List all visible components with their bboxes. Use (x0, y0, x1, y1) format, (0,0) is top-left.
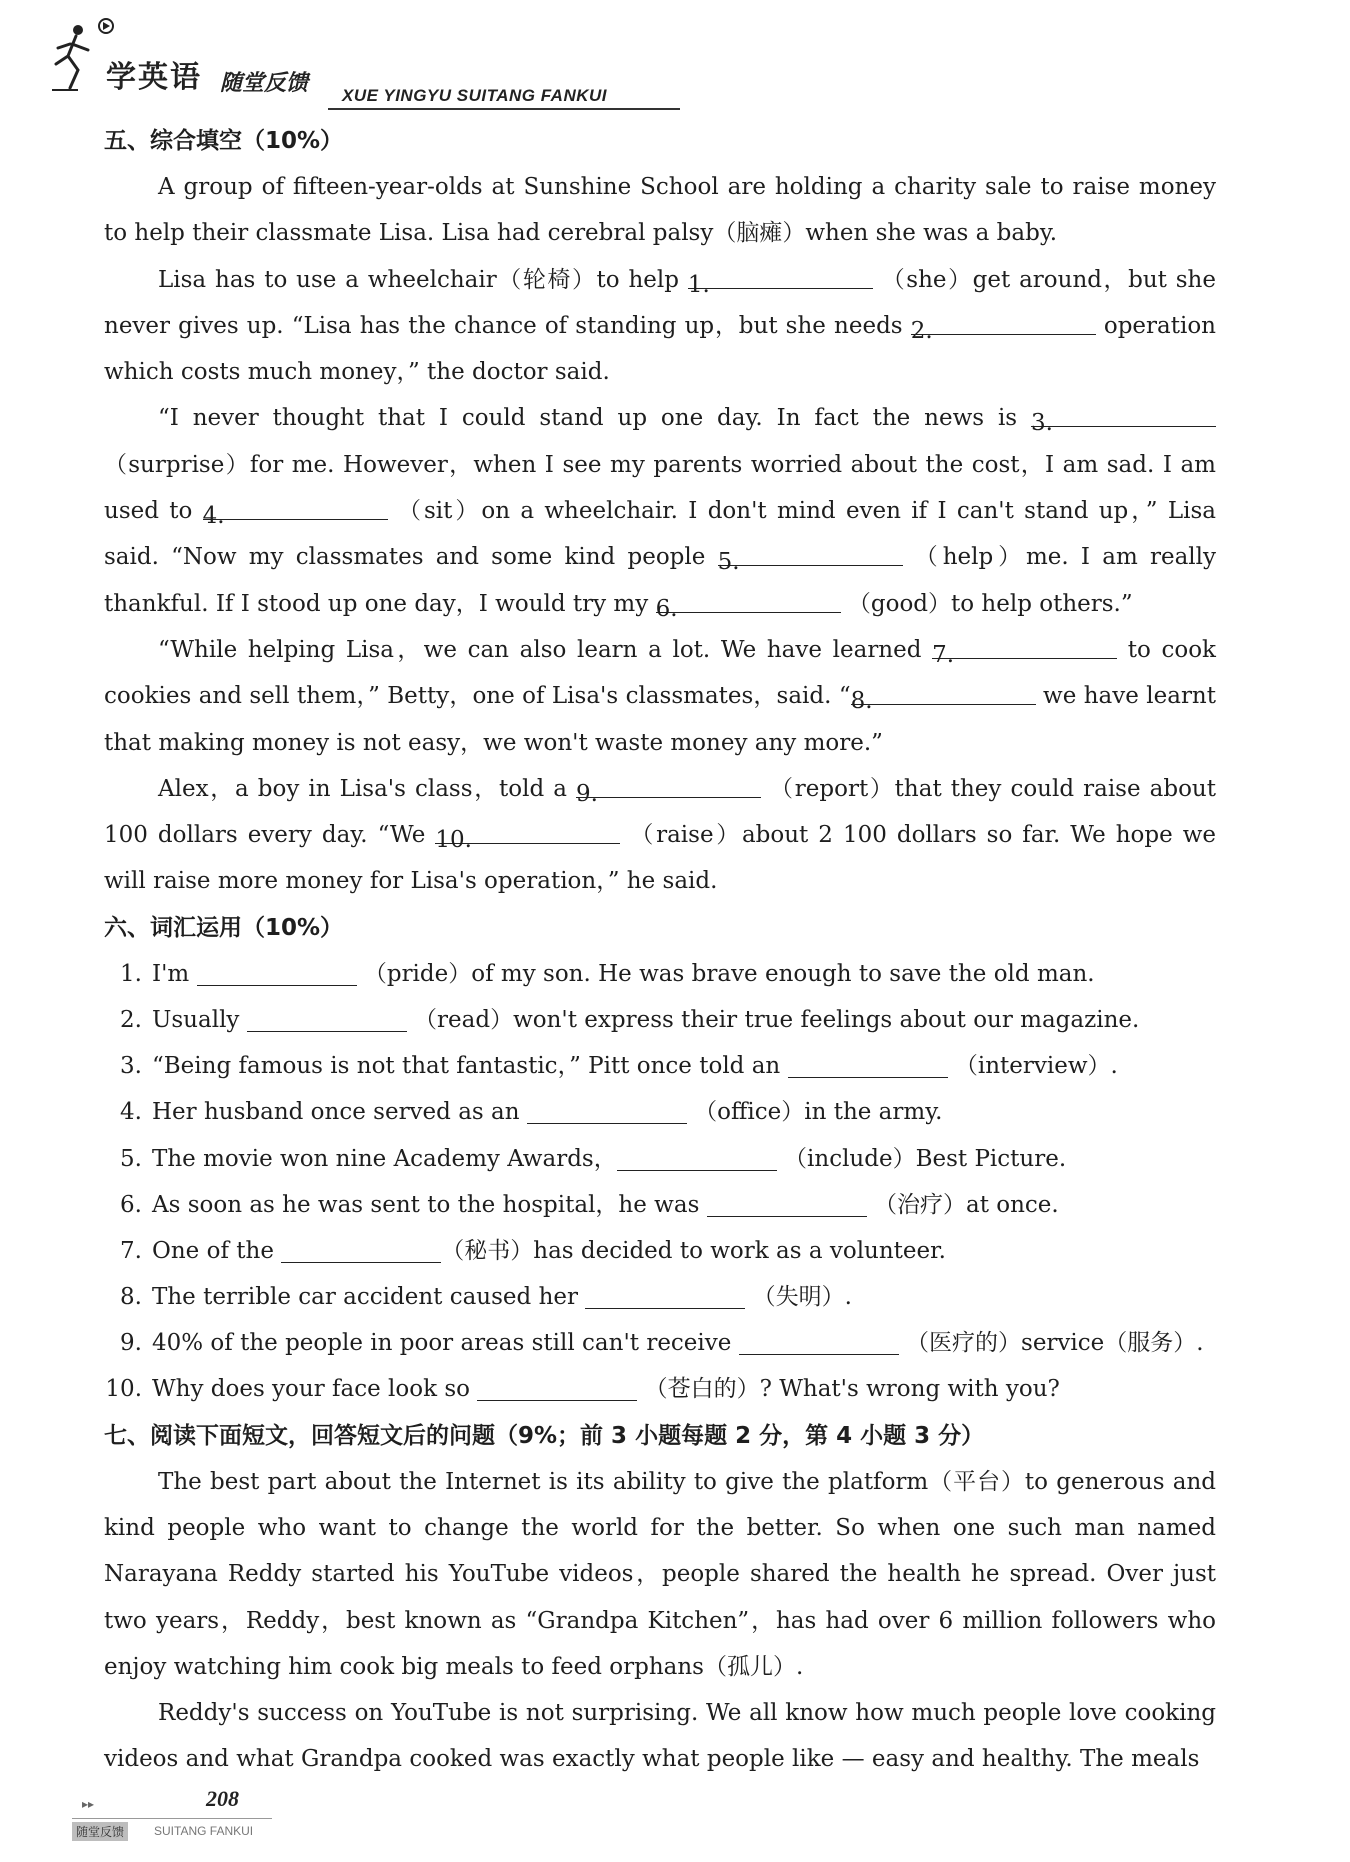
vocab-item-10: 10. Why does your face look so （苍白的）? What's wrong with you? (105, 1376, 1060, 1403)
vocab-item-5: 5. The movie won nine Academy Awards， （include）Best Picture. (120, 1145, 1067, 1172)
s5-paragraph-2: Lisa has to use a wheelchair（轮椅）to help 1. （she）get around，but she never gives up. “Lisa has the chance of standing up，but she needs 2. operation which costs much money，” the doctor said. (104, 257, 1216, 396)
answer-blank-1[interactable]: 1. (688, 262, 873, 289)
answer-blank-9[interactable]: 9. (576, 771, 761, 798)
answer-blank-2[interactable]: 2. (911, 308, 1096, 335)
footer-label: SUITANG FANKUI (154, 1824, 254, 1838)
vocab-blank-2[interactable] (247, 1005, 407, 1032)
vocab-item-2: 2. Usually （read）won't express their true feelings about our magazine. (120, 1006, 1140, 1033)
vocab-blank-4[interactable] (527, 1097, 687, 1124)
brand-chinese-title: 学英语 (106, 60, 202, 95)
vocab-item-3: 3. “Being famous is not that fantastic，” Pitt once told an （interview）. (120, 1053, 1118, 1080)
answer-blank-10[interactable]: 10. (435, 817, 620, 844)
vocab-blank-8[interactable] (585, 1282, 745, 1309)
page-header (48, 14, 648, 114)
vocab-blank-5[interactable] (617, 1144, 777, 1171)
vocab-blank-9[interactable] (739, 1328, 899, 1355)
vocab-item-7: 7. One of the （秘书）has decided to work as a volunteer. (120, 1237, 946, 1264)
vocabulary-list (104, 951, 1216, 1413)
vocab-item-1: 1. I'm （pride）of my son. He was brave enough to save the old man. (120, 960, 1095, 987)
vocab-item-8: 8. The terrible car accident caused her （失明）. (120, 1284, 852, 1311)
s5-paragraph-1: A group of fifteen-year-olds at Sunshine School are holding a charity sale to raise money to help their classmate Lisa. Lisa had cerebral palsy（脑瘫）when she was a baby. (104, 174, 1216, 247)
vocab-blank-10[interactable] (477, 1374, 637, 1401)
answer-blank-5[interactable]: 5. (718, 539, 903, 566)
section-5-title: 五、综合填空（10%） (104, 128, 344, 154)
vocab-item-6: 6. As soon as he was sent to the hospital，he was （治疗）at once. (120, 1191, 1059, 1218)
section-6-title: 六、词汇运用（10%） (104, 914, 344, 941)
page-arrow-icon: ▸▸ (82, 1797, 95, 1811)
answer-blank-3[interactable]: 3. (1031, 400, 1216, 427)
answer-blank-4[interactable]: 4. (203, 493, 388, 520)
brand-chinese-subtitle: 随堂反馈 (220, 71, 309, 96)
answer-blank-6[interactable]: 6. (656, 586, 841, 613)
s5-paragraph-3: “I never thought that I could stand up one day. In fact the news is 3. （surprise）for me. However，when I see my parents worried about the cost，I am sad. I am used to 4. （sit）on a wheelchair. I don't mind even if I can't stand up，” Lisa said. “Now my classmates and some kind people 5. （help）me. I am really thankful. If I stood up one day，I would try my 6. （good）to help others.” (104, 395, 1216, 626)
section-7-title: 七、阅读下面短文，回答短文后的问题（9%；前 3 小题每题 2 分，第 4 小题 3 分） (104, 1422, 985, 1449)
worksheet-content (104, 118, 1216, 1783)
vocab-item-9: 9. 40% of the people in poor areas still can't receive （医疗的）service（服务）. (120, 1330, 1204, 1357)
footer-rule (72, 1818, 272, 1819)
s5-paragraph-5: Alex，a boy in Lisa's class，told a 9. （report）that they could raise about 100 dollars every day. “We 10. （raise）about 2 100 dollars so far. We hope we will raise more money for Lisa's operation，” he said. (104, 766, 1216, 905)
s7-paragraph-1: The best part about the Internet is its ability to give the platform（平台）to generous and kind people who want to change the world for the better. So when one such man named Narayana Reddy started his YouTube videos，people shared the health he spread. Over just two years，Reddy，best known as “Grandpa Kitchen”，has had over 6 million followers who enjoy watching him cook big meals to feed orphans（孤儿）. (104, 1468, 1216, 1680)
s5-paragraph-4: “While helping Lisa，we can also learn a lot. We have learned 7. to cook cookies and sell them，” Betty，one of Lisa's classmates，said. “8. we have learnt that making money is not easy，we won't waste money any more.” (104, 627, 1216, 766)
vocab-item-4: 4. Her husband once served as an （office）in the army. (120, 1099, 943, 1126)
vocab-blank-3[interactable] (788, 1051, 948, 1078)
answer-blank-8[interactable]: 8. (851, 678, 1036, 705)
footer-badge: 随堂反馈 (72, 1822, 128, 1841)
header-rule (328, 108, 680, 110)
answer-blank-7[interactable]: 7. (932, 632, 1117, 659)
brand-pinyin-title: XUE YINGYU SUITANG FANKUI (342, 86, 608, 105)
vocab-blank-7[interactable] (281, 1236, 441, 1263)
page-number: 208 (206, 1786, 239, 1811)
vocab-blank-6[interactable] (707, 1190, 867, 1217)
s7-paragraph-2: Reddy's success on YouTube is not surprising. We all know how much people love cooking videos and what Grandpa cooked was exactly what people like — easy and healthy. The meals (104, 1700, 1216, 1773)
vocab-blank-1[interactable] (197, 959, 357, 986)
